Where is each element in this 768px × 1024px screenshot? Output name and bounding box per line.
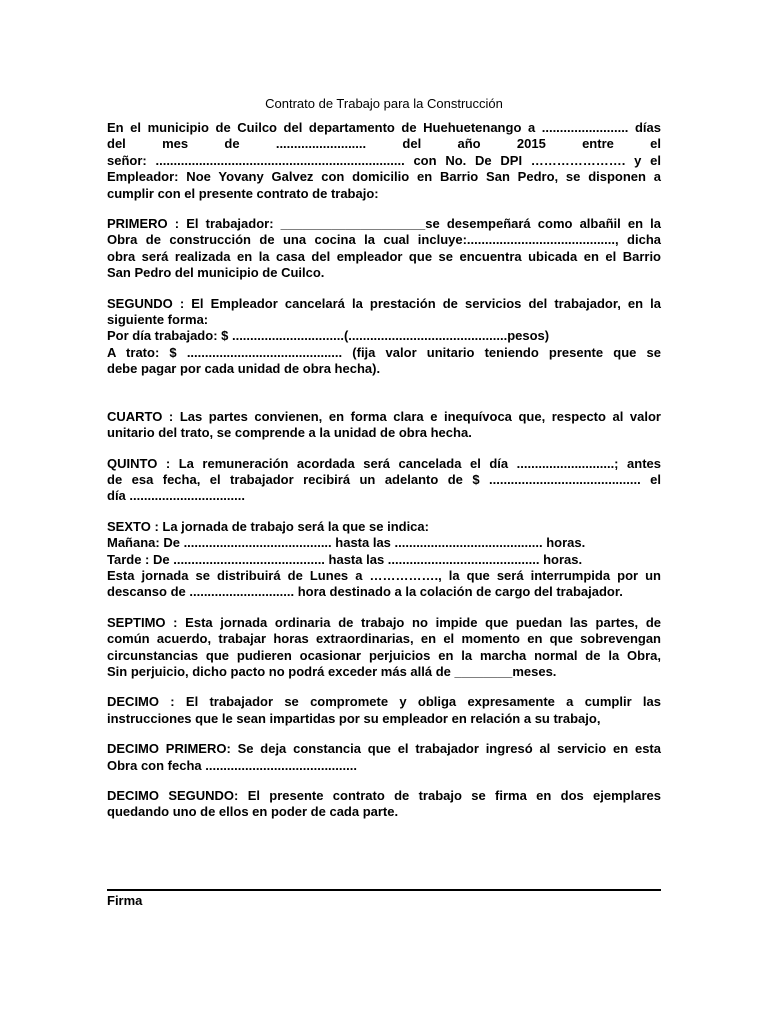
signature-line <box>107 889 661 891</box>
clause-line: A trato: $ ........................................... (fija valor unitario teniendo presente que se <box>107 344 661 360</box>
clause-line: quedando uno de ellos en poder de cada parte. <box>107 804 399 820</box>
intro-line: Empleador: Noe Yovany Galvez con domicilio en Barrio San Pedro, se disponen a <box>107 169 661 185</box>
clause-line: descanso de ............................. hora destinado a la colación de cargo del trabajador. <box>107 584 623 600</box>
clause-line: PRIMERO : El trabajador: ____________________se desempeñará como albañil en la <box>107 216 661 232</box>
clause-decimo-primero <box>107 741 661 774</box>
clause-line: de esa fecha, el trabajador recibirá un adelanto de $ .......................................... el <box>107 471 661 487</box>
intro-line: cumplir con el presente contrato de trabajo: <box>107 185 379 201</box>
intro-line: señor: ..................................................................... con No. De DPI …………………. y el <box>107 152 661 168</box>
clause-line: DECIMO SEGUNDO: El presente contrato de trabajo se firma en dos ejemplares <box>107 788 661 803</box>
clause-line: SEGUNDO : El Empleador cancelará la prestación de servicios del trabajador, en la <box>107 295 661 311</box>
clause-line: unitario del trato, se comprende a la unidad de obra hecha. <box>107 425 472 441</box>
clause-cuarto <box>107 409 661 442</box>
clause-line: Tarde : De .......................................... hasta las .......................................... horas. <box>107 551 583 567</box>
contract-document <box>107 96 661 821</box>
clause-line: día ................................ <box>107 488 245 504</box>
intro-line: del mes de ......................... del año 2015 entre el <box>107 136 661 152</box>
signature-label: Firma <box>107 893 143 908</box>
clause-line: circunstancias que pudieren ocasionar perjuicios en la marcha normal de la Obra, <box>107 647 661 663</box>
intro-line: En el municipio de Cuilco del departamento de Huehuetenango a ........................ días <box>107 120 661 135</box>
clause-sexto <box>107 519 661 601</box>
clause-line: Obra con fecha .......................................... <box>107 757 357 773</box>
clause-line: CUARTO : Las partes convienen, en forma clara e inequívoca que, respecto al valor <box>107 408 661 424</box>
intro-paragraph <box>107 120 661 202</box>
clause-line: DECIMO PRIMERO: Se deja constancia que el trabajador ingresó al servicio en esta <box>107 741 661 757</box>
clause-decimo-segundo <box>107 788 661 821</box>
clause-segundo <box>107 296 661 378</box>
clause-line: SEPTIMO : Esta jornada ordinaria de trabajo no impide que puedan las partes, de <box>107 614 661 630</box>
clause-line: Esta jornada se distribuirá de Lunes a ……………., la que será interrumpida por un <box>107 567 661 583</box>
clause-decimo <box>107 694 661 727</box>
clause-line: siguiente forma: <box>107 312 209 328</box>
clause-line: DECIMO : El trabajador se compromete y obliga expresamente a cumplir las <box>107 694 661 710</box>
clause-quinto <box>107 456 661 505</box>
clause-line: debe pagar por cada unidad de obra hecha). <box>107 361 381 377</box>
clause-line: San Pedro del municipio de Cuilco. <box>107 265 325 281</box>
clause-line: común acuerdo, trabajar horas extraordinarias, en el momento en que sobrevengan <box>107 631 661 647</box>
clause-line: Mañana: De ......................................... hasta las ......................................... horas. <box>107 535 586 551</box>
clause-septimo <box>107 615 661 681</box>
clause-primero <box>107 216 661 282</box>
clause-line: obra será realizada en la casa del empleador que se encuentra ubicada en el Barrio <box>107 248 661 264</box>
clause-line: Sin perjuicio, dicho pacto no podrá exceder más allá de ________meses. <box>107 663 557 679</box>
clause-line: QUINTO : La remuneración acordada será cancelada el día ...........................; antes <box>107 455 661 471</box>
clause-line: SEXTO : La jornada de trabajo será la que se indica: <box>107 518 429 534</box>
clause-line: Por día trabajado: $ ...............................(............................................pesos) <box>107 328 550 344</box>
clause-line: instrucciones que le sean impartidas por su empleador en relación a su trabajo, <box>107 710 601 726</box>
document-title: Contrato de Trabajo para la Construcción <box>265 96 503 111</box>
clause-line: Obra de construcción de una cocina la cual incluye:........................................., dicha <box>107 232 661 248</box>
